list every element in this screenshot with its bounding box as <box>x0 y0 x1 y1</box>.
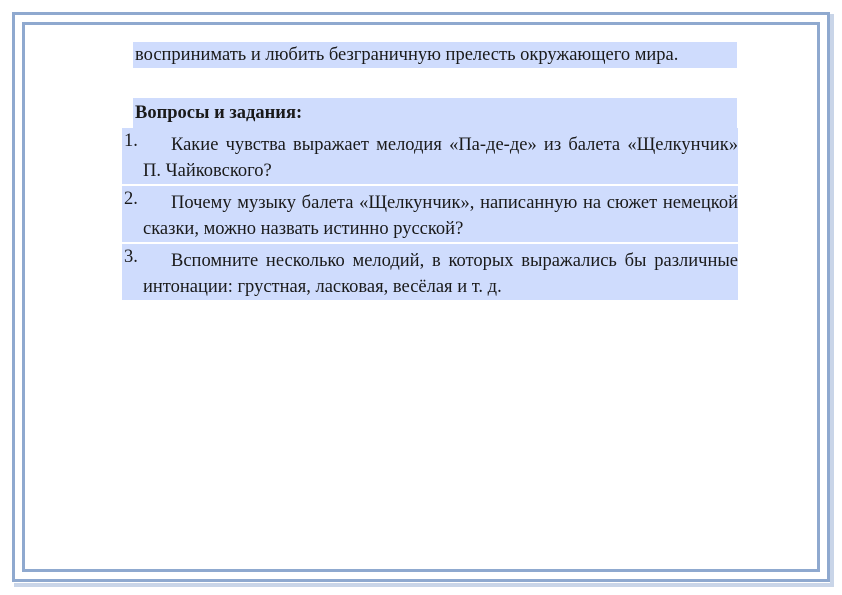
frame-shadow-bottom <box>14 583 834 587</box>
question-item-1 <box>122 128 738 184</box>
question-text: Почему музыку балета «Щелкунчик», написанную на сюжет немецкой сказки, можно назвать истинно русской? <box>143 193 738 239</box>
question-item-3 <box>122 244 738 300</box>
frame-shadow-right <box>830 14 834 584</box>
question-text: Какие чувства выражает мелодия «Па-де-де» из балета «Щелкунчик» П. Чайковского? <box>143 135 738 181</box>
question-number: 1. <box>124 131 138 151</box>
question-number: 3. <box>124 247 138 267</box>
question-text: Вспомните несколько мелодий, в которых выражались бы различные интонации: грустная, ласковая, весёлая и т. д. <box>143 251 738 297</box>
question-number: 2. <box>124 189 138 209</box>
section-heading: Вопросы и задания: <box>133 98 737 128</box>
question-item-2 <box>122 186 738 242</box>
intro-paragraph: воспринимать и любить безграничную прелесть окружающего мира. <box>133 42 737 68</box>
